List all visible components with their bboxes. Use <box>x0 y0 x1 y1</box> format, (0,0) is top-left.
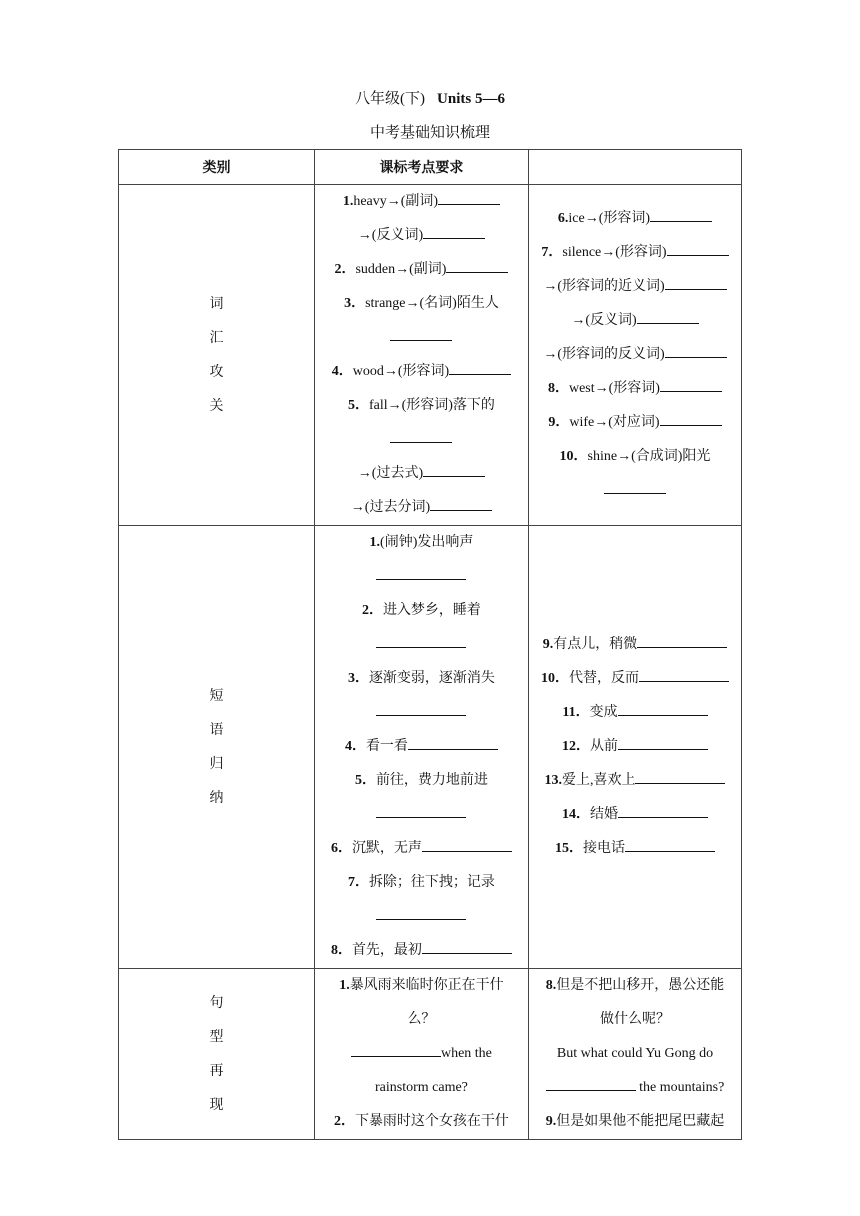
units-label: Units 5—6 <box>437 91 505 107</box>
exercise-line <box>529 969 741 1003</box>
answer-blank[interactable] <box>604 479 666 494</box>
header-category: 类别 <box>119 150 315 185</box>
exercise-line <box>315 866 528 900</box>
exercise-line <box>529 406 741 440</box>
exercise-line <box>315 900 528 934</box>
item-number: 6． <box>330 841 352 856</box>
item-text: 首先，最初 <box>351 943 422 958</box>
item-text: wood→(形容词) <box>352 364 450 379</box>
item-text: →(过去分词) <box>350 500 431 515</box>
item-number: 8． <box>330 943 352 958</box>
item-number: 6. <box>557 211 569 226</box>
exercise-line <box>529 270 741 304</box>
answer-blank[interactable] <box>650 207 712 222</box>
item-text: →(形容词的近义词) <box>543 279 665 294</box>
item-number: 7． <box>347 875 369 890</box>
answer-blank[interactable] <box>438 190 500 205</box>
answer-blank[interactable] <box>408 735 498 750</box>
item-text: shine→(合成词)阳光 <box>587 449 711 464</box>
exercise-line <box>315 969 528 1003</box>
page-title <box>0 89 860 109</box>
exercise-line <box>315 1037 528 1071</box>
item-number: 9. <box>542 637 554 652</box>
vocab-left-cell <box>314 185 528 526</box>
exercise-line <box>529 372 741 406</box>
item-text: →(形容词的反义词) <box>543 347 665 362</box>
exercise-line <box>529 236 741 270</box>
category-char: 句 <box>209 995 224 1011</box>
item-text: →(反义词) <box>357 228 424 243</box>
header-requirements: 课标考点要求 <box>314 150 528 185</box>
item-number: 2． <box>334 262 356 277</box>
grade-label: 八年级(下) <box>355 91 426 107</box>
item-text: west→(形容词) <box>568 381 660 396</box>
item-number: 10． <box>559 449 588 464</box>
category-char: 语 <box>209 722 224 738</box>
answer-blank[interactable] <box>665 275 727 290</box>
item-text: 有点儿，稍微 <box>553 637 638 652</box>
exercise-line <box>315 764 528 798</box>
exercise-line <box>315 1105 528 1139</box>
category-char: 现 <box>209 1097 224 1113</box>
exercise-line <box>315 457 528 491</box>
category-char: 归 <box>209 756 224 772</box>
answer-blank[interactable] <box>446 258 508 273</box>
exercise-line <box>529 730 741 764</box>
exercise-line <box>315 185 528 219</box>
category-char: 型 <box>209 1029 224 1045</box>
exercise-line <box>529 202 741 236</box>
answer-blank[interactable] <box>390 326 452 341</box>
item-text: fall→(形容词)落下的 <box>368 398 495 413</box>
answer-blank[interactable] <box>376 803 466 818</box>
item-number: 9. <box>545 1114 557 1129</box>
answer-blank[interactable] <box>430 496 492 511</box>
item-text: 下暴雨时这个女孩在干什 <box>354 1114 509 1129</box>
item-number: 1. <box>342 194 354 209</box>
exercise-line <box>315 491 528 525</box>
exercise-line <box>529 338 741 372</box>
table-row-vocab <box>119 185 742 526</box>
table-header-row <box>119 150 742 185</box>
item-number: 3． <box>347 671 369 686</box>
item-text: 拆除；往下拽；记录 <box>368 875 495 890</box>
exercise-line <box>529 1037 741 1071</box>
item-text: 爱上,喜欢上 <box>561 773 636 788</box>
answer-blank[interactable] <box>625 837 715 852</box>
answer-blank[interactable] <box>422 939 512 954</box>
exercise-line <box>315 730 528 764</box>
answer-blank[interactable] <box>351 1042 441 1057</box>
item-text: 结婚 <box>589 807 618 822</box>
answer-blank[interactable] <box>667 241 729 256</box>
item-text-after: the mountains? <box>635 1080 725 1095</box>
item-text: 沉默，无声 <box>351 841 422 856</box>
item-text: sudden→(副词) <box>355 262 447 277</box>
answer-blank[interactable] <box>376 905 466 920</box>
answer-blank[interactable] <box>618 735 708 750</box>
table-row-phrase <box>119 526 742 969</box>
item-text: 暴风雨来临时你正在干什 <box>349 978 504 993</box>
category-phrase <box>119 526 315 969</box>
answer-blank[interactable] <box>618 803 708 818</box>
exercise-line <box>315 628 528 662</box>
answer-blank[interactable] <box>660 377 722 392</box>
item-text: 进入梦乡，睡着 <box>382 603 481 618</box>
category-vocab <box>119 185 315 526</box>
exercise-line <box>315 389 528 423</box>
answer-blank[interactable] <box>390 428 452 443</box>
answer-blank[interactable] <box>422 837 512 852</box>
item-number: 4． <box>344 739 366 754</box>
item-number: 15． <box>554 841 583 856</box>
phrase-left-cell <box>314 526 528 969</box>
vocab-right-cell <box>528 185 741 526</box>
item-number: 2． <box>361 603 383 618</box>
item-text: rainstorm came? <box>374 1080 468 1095</box>
item-number: 12． <box>561 739 590 754</box>
exercise-line <box>529 628 741 662</box>
exercise-line <box>529 1071 741 1105</box>
answer-blank[interactable] <box>423 462 485 477</box>
item-text: 代替，反而 <box>568 671 639 686</box>
item-number: 10． <box>540 671 569 686</box>
knowledge-table <box>118 149 742 1140</box>
exercise-line <box>315 560 528 594</box>
item-number: 1. <box>369 535 381 550</box>
item-text: 逐渐变弱，逐渐消失 <box>368 671 495 686</box>
answer-blank[interactable] <box>665 343 727 358</box>
answer-blank[interactable] <box>423 224 485 239</box>
item-number: 3． <box>344 296 366 311</box>
item-text: ice→(形容词) <box>568 211 651 226</box>
item-number: 5． <box>347 398 369 413</box>
answer-blank[interactable] <box>546 1076 636 1091</box>
answer-blank[interactable] <box>660 411 722 426</box>
item-number: 13. <box>544 773 562 788</box>
sentence-right-cell <box>528 969 741 1140</box>
item-text: heavy→(副词) <box>353 194 439 209</box>
item-number: 9． <box>548 415 570 430</box>
item-text: →(过去式) <box>357 466 424 481</box>
exercise-line <box>315 423 528 457</box>
category-char: 汇 <box>209 330 224 346</box>
item-text: →(反义词) <box>571 313 637 328</box>
item-text: (闹钟)发出响声 <box>380 535 474 550</box>
item-text: strange→(名词)陌生人 <box>365 296 499 311</box>
header-empty <box>528 150 741 185</box>
category-sentence <box>119 969 315 1140</box>
exercise-line <box>315 526 528 560</box>
exercise-line <box>529 1105 741 1139</box>
exercise-line <box>529 662 741 696</box>
category-char: 攻 <box>209 364 224 380</box>
category-char: 纳 <box>209 790 224 806</box>
item-text: 变成 <box>589 705 618 720</box>
exercise-line <box>315 696 528 730</box>
exercise-line <box>315 355 528 389</box>
exercise-line <box>315 1071 528 1105</box>
exercise-line <box>529 832 741 866</box>
answer-blank[interactable] <box>637 633 727 648</box>
exercise-line <box>315 287 528 321</box>
exercise-line <box>315 594 528 628</box>
item-text: 前往，费力地前进 <box>375 773 488 788</box>
exercise-line <box>529 440 741 474</box>
item-number: 11． <box>562 705 590 720</box>
item-text: 看一看 <box>365 739 408 754</box>
exercise-line <box>315 253 528 287</box>
category-char: 词 <box>209 296 224 312</box>
category-char: 再 <box>209 1063 224 1079</box>
item-text: 做什么呢？ <box>599 1012 670 1027</box>
answer-blank[interactable] <box>637 309 699 324</box>
exercise-line <box>315 219 528 253</box>
answer-blank[interactable] <box>376 633 466 648</box>
exercise-line <box>315 934 528 968</box>
exercise-line <box>529 798 741 832</box>
item-number: 5． <box>354 773 376 788</box>
category-char: 关 <box>209 398 224 414</box>
item-number: 2． <box>333 1114 355 1129</box>
item-text: But what could Yu Gong do <box>556 1046 714 1061</box>
item-number: 8. <box>545 978 557 993</box>
item-text: 从前 <box>589 739 618 754</box>
item-text: 但是如果他不能把尾巴藏起 <box>556 1114 725 1129</box>
exercise-line <box>315 1003 528 1037</box>
exercise-line <box>529 474 741 508</box>
item-text: 但是不把山移开，愚公还能 <box>556 978 725 993</box>
exercise-line <box>315 321 528 355</box>
exercise-line <box>529 696 741 730</box>
answer-blank[interactable] <box>639 667 729 682</box>
answer-blank[interactable] <box>376 565 466 580</box>
item-text: 么？ <box>407 1012 436 1027</box>
item-number: 1. <box>339 978 350 993</box>
item-text-after: when the <box>440 1046 492 1061</box>
item-number: 7． <box>541 245 563 260</box>
answer-blank[interactable] <box>376 701 466 716</box>
item-number: 8． <box>547 381 569 396</box>
exercise-line <box>315 662 528 696</box>
item-text: wife→(对应词) <box>569 415 660 430</box>
page-subtitle: 中考基础知识梳理 <box>369 125 490 141</box>
item-text: 接电话 <box>582 841 625 856</box>
exercise-line <box>529 1003 741 1037</box>
category-char: 短 <box>209 688 224 704</box>
answer-blank[interactable] <box>618 701 708 716</box>
table-row-sentence <box>119 969 742 1140</box>
exercise-line <box>529 764 741 798</box>
item-text: silence→(形容词) <box>562 245 667 260</box>
exercise-line <box>315 832 528 866</box>
phrase-right-cell <box>528 526 741 969</box>
answer-blank[interactable] <box>449 360 511 375</box>
exercise-line <box>529 304 741 338</box>
answer-blank[interactable] <box>635 769 725 784</box>
exercise-line <box>315 798 528 832</box>
item-number: 14． <box>561 807 590 822</box>
item-number: 4． <box>331 364 353 379</box>
sentence-left-cell <box>314 969 528 1140</box>
